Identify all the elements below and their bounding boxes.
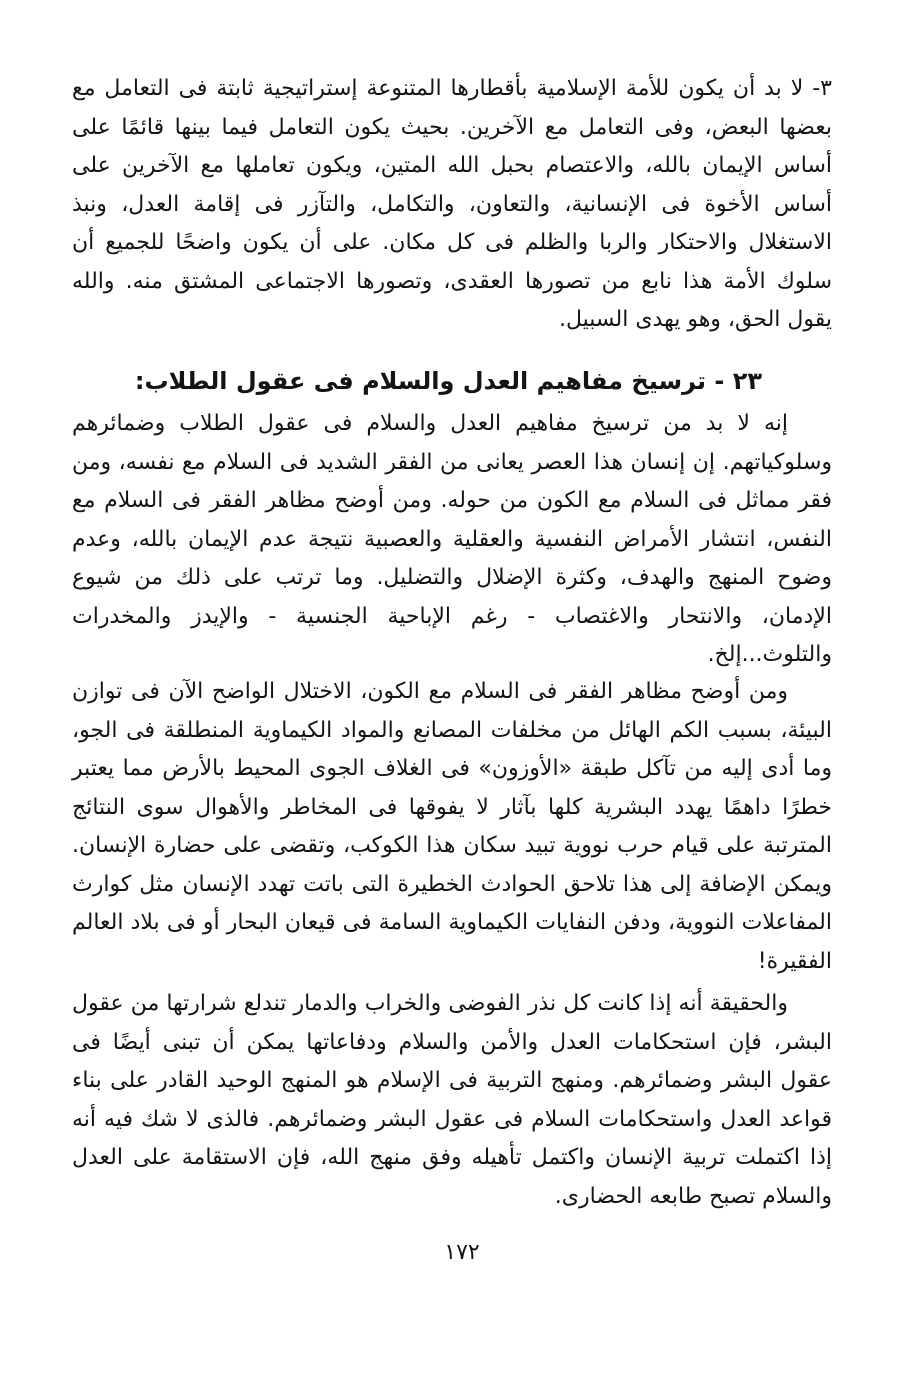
paragraph-1: إنه لا بد من ترسيخ مفاهيم العدل والسلام فى عقول الطلاب وضمائرهم وسلوكياتهم. إن إنسان هذا العصر يعانى من الفقر الشديد فى السلام مع نفسه، ومن فقر مماثل فى السلام مع الكون من حوله. ومن أوضح مظاهر الفقر فى السلام مع النفس، انتشار الأمراض النفسية والعقلية والعصبية نتيجة عدم الإيمان بالله، وعدم وضوح المنهج والهدف، وكثرة الإضلال والتضليل. وما ترتب على ذلك من شيوع الإدمان، والانتحار والاغتصاب - رغم الإباحية الجنسية - والإيدز والمخدرات والتلوث...إلخ. [72,411,832,667]
numbered-point-3: ٣- لا بد أن يكون للأمة الإسلامية بأقطارها المتنوعة إستراتيجية ثابتة فى التعامل مع بعضها البعض، وفى التعامل مع الآخرين. بحيث يكون التعامل فيما بينها قائمًا على أساس الإيمان بالله، والاعتصام بحبل الله المتين، ويكون تعاملها مع الآخرين على أساس الأخوة فى الإنسانية، والتعاون، والتكامل، والتآزر فى إقامة العدل، ونبذ الاستغلال والاحتكار والربا والظلم فى كل مكان. على أن يكون واضحًا للجميع أن سلوك الأمة هذا نابع من تصورها العقدى، وتصورها الاجتماعى المشتق منه. والله يقول الحق، وهو يهدى السبيل. [72,76,832,332]
section-heading: ٢٣ - ترسيخ مفاهيم العدل والسلام فى عقول الطلاب: [134,367,762,395]
paragraph-3: والحقيقة أنه إذا كانت كل نذر الفوضى والخراب والدمار تندلع شرارتها من عقول البشر، فإن استحكامات العدل والأمن والسلام ودفاعاتها يمكن أن تبنى أيضًا فى عقول البشر وضمائرهم. ومنهج التربية فى الإسلام هو المنهج الوحيد القادر على بناء قواعد العدل واستحكامات السلام فى عقول البشر وضمائرهم. فالذى لا شك فيه أنه إذا اكتملت تربية الإنسان واكتمل تأهيله وفق منهج الله، فإن الاستقامة على العدل والسلام تصبح طابعه الحضارى. [72,991,832,1209]
page-number: ١٧٢ [444,1240,480,1265]
paragraph-2: ومن أوضح مظاهر الفقر فى السلام مع الكون، الاختلال الواضح الآن فى توازن البيئة، بسبب الكم الهائل من مخلفات المصانع والمواد الكيماوية المنطلقة فى الجو، وما أدى إليه من تآكل طبقة «الأوزون» فى الغلاف الجوى المحيط بالأرض مما يعتبر خطرًا داهمًا يهدد البشرية كلها بآثار لا يفوقها فى المخاطر والأهوال سوى النتائج المترتبة على قيام حرب نووية تبيد سكان هذا الكوكب، وتقضى على حضارة الإنسان. ويمكن الإضافة إلى هذا تلاحق الحوادث الخطيرة التى باتت تهدد الإنسان مثل كوارث المفاعلات النووية، ودفن النفايات الكيماوية السامة فى قيعان البحار أو فى بلاد العالم الفقيرة! [72,679,832,974]
